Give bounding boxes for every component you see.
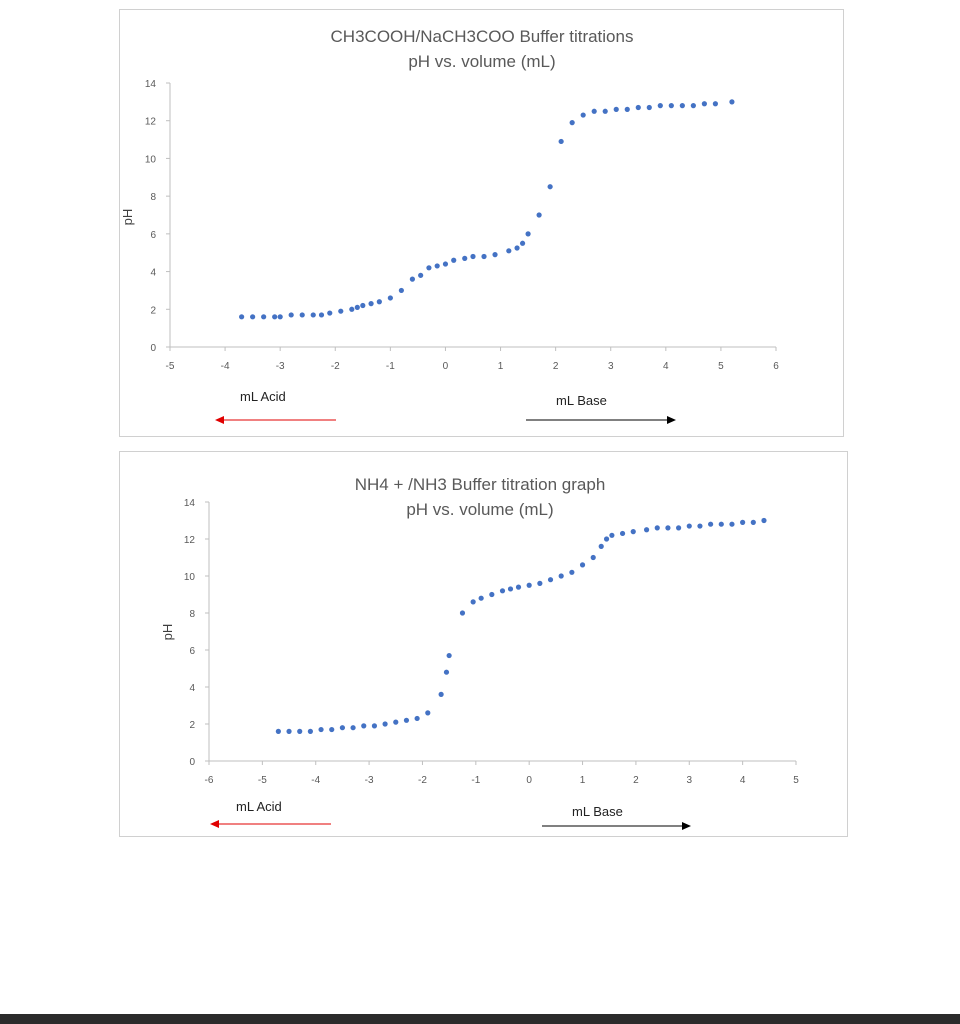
x-tick-label: 5 [793, 775, 799, 786]
x-tick-label: 0 [526, 775, 532, 786]
x-tick-label: 1 [579, 775, 586, 786]
x-tick-label: -4 [311, 775, 321, 786]
data-point [426, 265, 431, 270]
data-point [609, 533, 614, 538]
y-axis-label: pH [160, 623, 175, 641]
x-tick-label: -1 [471, 775, 481, 786]
chart-title: NH4 + /NH3 Buffer titration graph [354, 475, 606, 494]
data-point [603, 109, 608, 114]
data-point [516, 585, 521, 590]
data-point [665, 525, 670, 530]
data-point [443, 261, 448, 266]
x-tick-label: -3 [275, 361, 285, 372]
data-point [418, 273, 423, 278]
data-point [687, 523, 692, 528]
data-point [669, 103, 674, 108]
y-tick-label: 6 [189, 646, 195, 657]
x-tick-label: -2 [330, 361, 340, 372]
data-point [286, 729, 291, 734]
data-point [751, 520, 756, 525]
data-point [300, 312, 305, 317]
data-point [647, 105, 652, 110]
y-tick-label: 2 [189, 720, 195, 731]
data-point [514, 245, 519, 250]
data-point [471, 599, 476, 604]
x-tick-label: 2 [633, 775, 639, 786]
x-tick-label: 6 [773, 361, 779, 372]
data-point [506, 248, 511, 253]
data-point [451, 258, 456, 263]
base-label: mL Base [556, 393, 607, 408]
base-label: mL Base [572, 804, 623, 819]
y-tick-label: 12 [144, 116, 156, 128]
x-tick-label: -5 [257, 775, 267, 786]
y-tick-label: 4 [150, 267, 156, 279]
data-point [481, 254, 486, 259]
chart-panel-acetate [119, 9, 844, 437]
data-point [559, 139, 564, 144]
x-tick-label: 4 [663, 361, 669, 372]
y-tick-label: 4 [189, 683, 195, 694]
data-point [570, 120, 575, 125]
data-point [489, 592, 494, 597]
data-point [559, 573, 564, 578]
data-point [658, 103, 663, 108]
data-point [631, 529, 636, 534]
data-point [591, 555, 596, 560]
y-tick-label: 10 [183, 572, 195, 583]
data-point [297, 729, 302, 734]
y-tick-label: 6 [150, 229, 156, 241]
data-point [462, 256, 467, 261]
acid-arrow-head [210, 820, 219, 828]
data-point [479, 596, 484, 601]
data-point [239, 314, 244, 319]
base-arrow-head [667, 416, 676, 424]
x-tick-label: 4 [739, 775, 746, 786]
data-point [329, 727, 334, 732]
data-point [311, 312, 316, 317]
data-point [644, 527, 649, 532]
data-point [399, 288, 404, 293]
y-tick-label: 14 [144, 79, 156, 90]
chart-title: CH3COOH/NaCH3COO Buffer titrations [330, 27, 634, 46]
data-point [680, 103, 685, 108]
y-axis-label: pH [120, 208, 135, 226]
y-tick-label: 8 [189, 609, 195, 620]
data-point [289, 312, 294, 317]
chart-subtitle: pH vs. volume (mL) [406, 500, 554, 519]
data-point [415, 716, 420, 721]
data-point [383, 721, 388, 726]
data-point [691, 103, 696, 108]
data-point [492, 252, 497, 257]
data-point [470, 254, 475, 259]
data-point [439, 692, 444, 697]
x-tick-label: -6 [204, 775, 214, 786]
data-point [276, 729, 281, 734]
bottom-bar [0, 1014, 960, 1024]
data-point [525, 231, 530, 236]
data-point [349, 307, 354, 312]
data-point [250, 314, 255, 319]
data-point [537, 212, 542, 217]
data-point [460, 610, 465, 615]
data-point [368, 301, 373, 306]
x-tick-label: 3 [607, 361, 614, 372]
data-point [614, 107, 619, 112]
data-point [508, 586, 513, 591]
y-tick-label: 0 [189, 757, 195, 768]
x-tick-label: -3 [364, 775, 374, 786]
data-point [702, 101, 707, 106]
y-tick-label: 2 [150, 305, 156, 317]
data-point [548, 577, 553, 582]
acid-arrow-head [215, 416, 224, 424]
data-point [592, 109, 597, 114]
x-tick-label: -5 [165, 361, 175, 372]
data-point [447, 653, 452, 658]
x-tick-label: 0 [442, 361, 449, 372]
data-point [327, 310, 332, 315]
chart-acetate-svg [120, 10, 845, 438]
data-point [636, 105, 641, 110]
data-point [548, 184, 553, 189]
data-point [713, 101, 718, 106]
data-point [729, 522, 734, 527]
data-point [360, 303, 365, 308]
data-point [338, 309, 343, 314]
data-point [319, 312, 324, 317]
data-point [410, 277, 415, 282]
y-tick-label: 8 [150, 192, 156, 204]
x-tick-label: -1 [385, 361, 395, 372]
y-tick-label: 12 [183, 535, 195, 546]
data-point [355, 305, 360, 310]
data-point [500, 588, 505, 593]
data-point [708, 522, 713, 527]
data-point [425, 710, 430, 715]
data-point [444, 670, 449, 675]
x-tick-label: 1 [497, 361, 504, 372]
data-point [272, 314, 277, 319]
data-point [604, 536, 609, 541]
base-arrow-head [682, 822, 691, 830]
data-point [520, 241, 525, 246]
data-point [537, 581, 542, 586]
data-point [581, 112, 586, 117]
data-point [740, 520, 745, 525]
data-point [569, 570, 574, 575]
y-tick-label: 10 [144, 154, 156, 166]
data-point [729, 99, 734, 104]
x-tick-label: 2 [552, 361, 559, 372]
chart-ammonium-svg [120, 452, 849, 838]
data-point [761, 518, 766, 523]
data-point [350, 725, 355, 730]
data-point [318, 727, 323, 732]
y-tick-label: 14 [183, 498, 195, 509]
data-point [340, 725, 345, 730]
data-point [620, 531, 625, 536]
data-point [655, 525, 660, 530]
data-point [377, 299, 382, 304]
x-tick-label: 5 [718, 361, 724, 372]
acid-label: mL Acid [236, 799, 282, 814]
data-point [676, 525, 681, 530]
data-point [527, 583, 532, 588]
data-point [261, 314, 266, 319]
data-point [393, 720, 398, 725]
x-tick-label: 3 [686, 775, 693, 786]
chart-panel-ammonium [119, 451, 848, 837]
data-point [580, 562, 585, 567]
data-point [625, 107, 630, 112]
data-point [372, 723, 377, 728]
data-point [697, 523, 702, 528]
data-point [599, 544, 604, 549]
data-point [719, 522, 724, 527]
acid-label: mL Acid [240, 389, 286, 404]
data-point [404, 718, 409, 723]
chart-subtitle: pH vs. volume (mL) [408, 52, 556, 71]
data-point [388, 295, 393, 300]
x-tick-label: -2 [418, 775, 427, 786]
data-point [361, 723, 366, 728]
data-point [278, 314, 283, 319]
y-tick-label: 0 [150, 343, 156, 354]
data-point [435, 263, 440, 268]
data-point [308, 729, 313, 734]
x-tick-label: -4 [220, 361, 230, 372]
